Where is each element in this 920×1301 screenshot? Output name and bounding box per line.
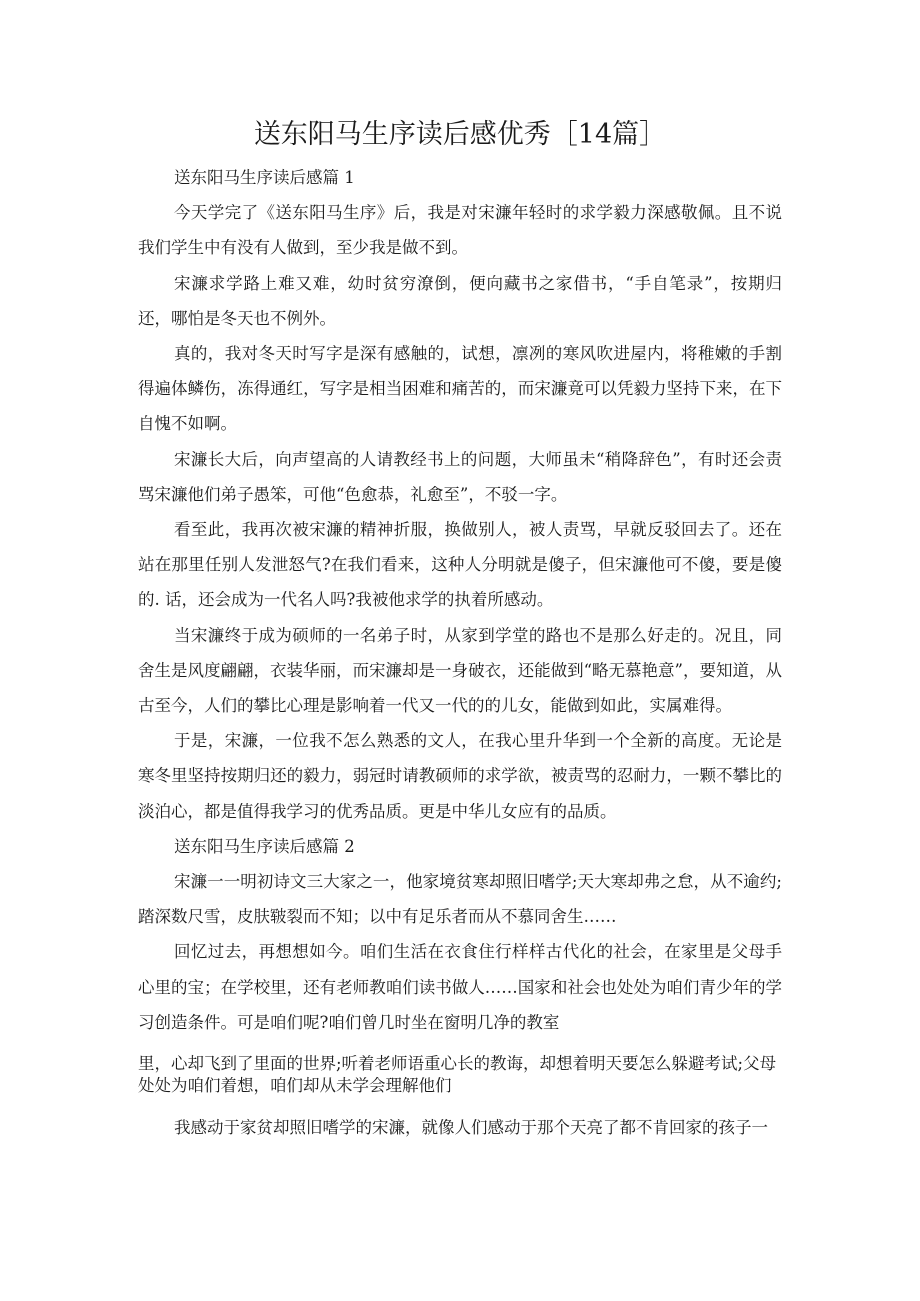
paragraph: 当宋濂终于成为硕师的一名弟子时，从家到学堂的路也不是那么好走的。况且，同舍生是风度翩翩，衣装华丽，而宋濂却是一身破衣，还能做到“略无慕艳意”，要知道，从古至今，人们的攀比心理是影响着一代又一代的的儿女，能做到如此，实属难得。 (138, 625, 782, 716)
page-title: 送东阳马生序读后感优秀［14篇］ (253, 119, 667, 150)
paragraph: 宋濂长大后，向声望高的人请教经书上的问题，大师虽未“稍降辞色”，有时还会责骂宋濂他们弟子愚笨，可他“色愈恭，礼愈至”，不驳一字。 (138, 449, 782, 504)
paragraph: 宋濂求学路上难又难，幼时贫穷潦倒，便向藏书之家借书，“手自笔录”，按期归还，哪怕是冬天也不例外。 (138, 273, 782, 328)
paragraph: 看至此，我再次被宋濂的精神折服，换做别人，被人责骂，早就反驳回去了。还在站在那里任别人发泄怒气?在我们看来，这种人分明就是傻子，但宋濂他可不傻，要是傻的. 话，还会成为一代名人吗?我被他求学的执着所感动。 (138, 520, 782, 610)
paragraph: 真的，我对冬天时写字是深有感触的，试想，凛冽的寒风吹进屋内，将稚嫩的手割得遍体鳞伤，冻得通红，写字是相当困难和痛苦的，而宋濂竟可以凭毅力坚持下来，在下自愧不如啊。 (138, 344, 782, 434)
paragraph: 今天学完了《送东阳马生序》后，我是对宋濂年轻时的求学毅力深感敬佩。且不说我们学生中有没有人做到，至少我是做不到。 (138, 203, 782, 258)
paragraph: 宋濂一一明初诗文三大家之一，他家境贫寒却照旧嗜学;天大寒却弗之怠，从不逾约;踏深数尺雪，皮肤皲裂而不知；以中有足乐者而从不慕同舍生…… (138, 872, 782, 927)
section-heading: 送东阳马生序读后感篇 1 (174, 168, 355, 187)
paragraph-continuation: 里，心却飞到了里面的世界;听着老师语重心长的教诲，却想着明天要怎么躲避考试;父母处处为咱们着想，咱们却从未学会理解他们 (138, 1054, 777, 1096)
section-heading: 送东阳马生序读后感篇 2 (174, 836, 355, 856)
paragraph: 于是，宋濂，一位我不怎么熟悉的文人，在我心里升华到一个全新的高度。无论是寒冬里坚持按期归还的毅力，弱冠时请教硕师的求学欲，被责骂的忍耐力，一颗不攀比的淡泊心，都是值得我学习的优秀品质。更是中华儿女应有的品质。 (138, 731, 782, 821)
document-body (138, 160, 782, 1145)
paragraph: 我感动于家贫却照旧嗜学的宋濂，就像人们感动于那个天亮了都不肯回家的孩子一 (174, 1118, 768, 1138)
paragraph: 回忆过去，再想想如今。咱们生活在衣食住行样样古代化的社会，在家里是父母手心里的宝；在学校里，还有老师教咱们读书做人……国家和社会也处处为咱们青少年的学习创造条件。可是咱们呢?咱们曾几时坐在窗明几净的教室 (138, 942, 782, 1032)
